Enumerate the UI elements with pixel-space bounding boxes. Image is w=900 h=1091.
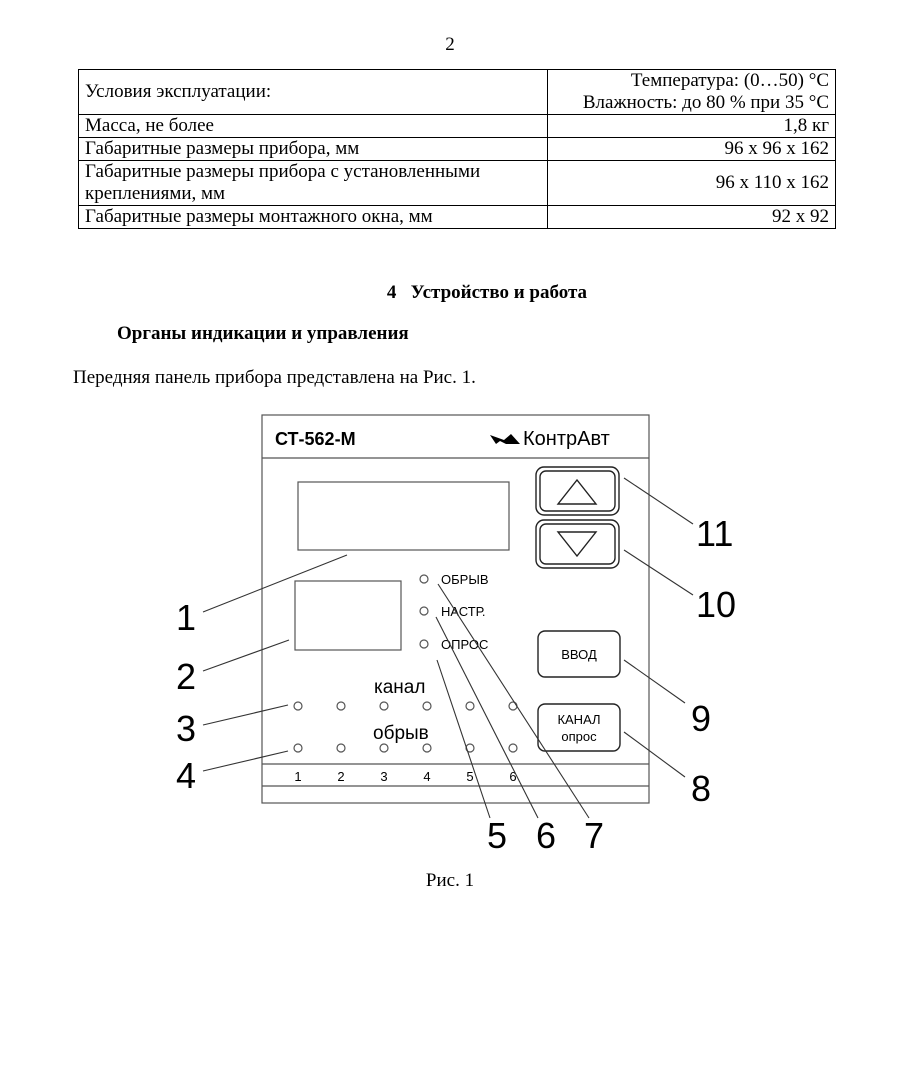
down-button-inner <box>540 524 615 564</box>
main-display <box>298 482 509 550</box>
down-button[interactable] <box>536 520 619 568</box>
table-cell-value: 92 х 92 <box>548 206 836 229</box>
figure-caption: Рис. 1 <box>425 870 475 891</box>
section-title: Устройство и работа <box>410 282 588 303</box>
callout-3: 3 <box>176 708 197 749</box>
channel-led <box>294 702 302 710</box>
row-label-break: обрыв <box>373 723 429 744</box>
channel-led <box>423 702 431 710</box>
table-cell-value: 96 х 110 х 162 <box>548 161 836 206</box>
led-label-opros: ОПРОС <box>441 637 489 652</box>
table-cell-label: Габаритные размеры монтажного окна, мм <box>79 206 548 229</box>
channel-led <box>337 702 345 710</box>
leader-line-9 <box>624 660 685 703</box>
table-cell-label: Масса, не более <box>79 115 548 138</box>
leader-line-10 <box>624 550 693 595</box>
table-cell-label: Условия эксплуатации: <box>79 70 548 115</box>
callout-9: 9 <box>691 698 712 739</box>
leader-line-11 <box>624 478 693 524</box>
led-obryv <box>420 575 428 583</box>
body-paragraph: Передняя панель прибора представлена на Рис. 1. <box>73 367 476 388</box>
leader-line-1 <box>203 555 347 612</box>
callout-5: 5 <box>487 815 508 856</box>
enter-button-label: ВВОД <box>561 647 597 662</box>
channel-led <box>380 702 388 710</box>
led-nastr <box>420 607 428 615</box>
callout-1: 1 <box>176 597 197 638</box>
break-led <box>380 744 388 752</box>
triangle-down-icon <box>558 532 596 556</box>
leader-line-3 <box>203 705 288 725</box>
break-led <box>294 744 302 752</box>
table-cell-value: 1,8 кг <box>548 115 836 138</box>
brand-logo-icon <box>490 434 520 444</box>
callout-6: 6 <box>536 815 557 856</box>
leader-line-8 <box>624 732 685 777</box>
triangle-up-icon <box>558 480 596 504</box>
callout-11: 11 <box>696 513 734 554</box>
channel-led <box>509 702 517 710</box>
model-label: СТ-562-М <box>275 429 356 449</box>
break-led <box>337 744 345 752</box>
leader-line-4 <box>203 751 288 771</box>
channel-button-label: КАНАЛ <box>557 712 601 727</box>
row-label-channel: канал <box>374 677 426 698</box>
brand-name: КонтрАвт <box>523 428 610 450</box>
label-line: Габаритные размеры прибора с установленными <box>85 161 481 182</box>
channel-number: 1 <box>294 769 302 784</box>
channel-number: 3 <box>380 769 388 784</box>
subsection-heading: Органы индикации и управления <box>117 323 409 344</box>
led-label-nastr: НАСТР. <box>441 604 486 619</box>
leader-line-5 <box>437 660 490 818</box>
break-led <box>509 744 517 752</box>
value-line: Влажность: до 80 % при 35 °С <box>582 92 829 113</box>
channel-button-sublabel: опрос <box>561 729 597 744</box>
channel-number: 4 <box>423 769 431 784</box>
led-label-obryv: ОБРЫВ <box>441 572 489 587</box>
callout-8: 8 <box>691 768 712 809</box>
led-opros <box>420 640 428 648</box>
table-cell-label: Габаритные размеры прибора, мм <box>79 138 548 161</box>
channel-number: 5 <box>466 769 474 784</box>
channel-number: 2 <box>337 769 345 784</box>
break-led <box>423 744 431 752</box>
callout-2: 2 <box>176 656 197 697</box>
label-line: креплениями, мм <box>85 183 226 204</box>
callout-7: 7 <box>584 815 605 856</box>
leader-line-2 <box>203 640 289 671</box>
table-cell-value: 96 х 96 х 162 <box>548 138 836 161</box>
up-button[interactable] <box>536 467 619 515</box>
channel-number: 6 <box>509 769 517 784</box>
page-number: 2 <box>445 34 455 55</box>
up-button-inner <box>540 471 615 511</box>
section-number: 4 <box>386 282 397 303</box>
callout-10: 10 <box>696 584 737 625</box>
value-line: Температура: (0…50) °С <box>630 70 829 91</box>
channel-led <box>466 702 474 710</box>
channel-display <box>295 581 401 650</box>
callout-4: 4 <box>176 755 197 796</box>
